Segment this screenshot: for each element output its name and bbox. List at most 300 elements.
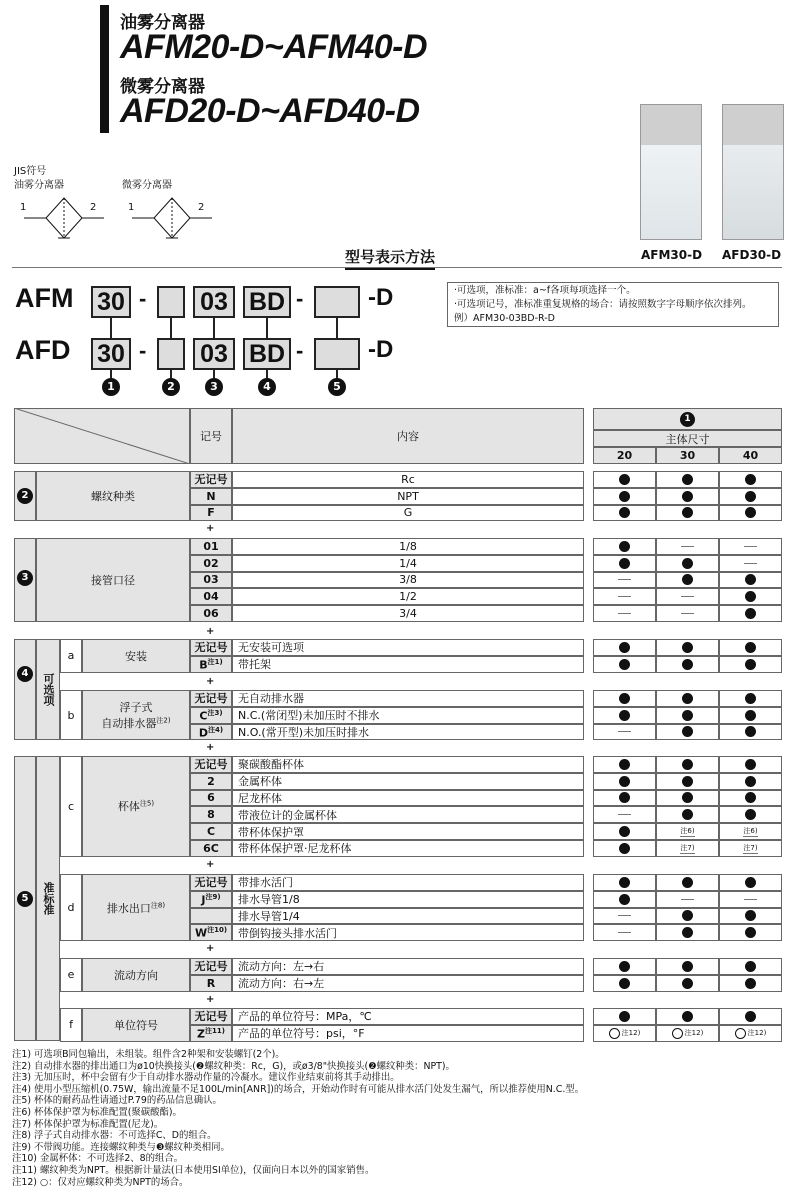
option-content-text: 1/2 <box>399 590 417 604</box>
availability-dot <box>745 910 756 921</box>
option-content-text: 排水导管1/8 <box>238 893 300 907</box>
availability-dot <box>682 910 693 921</box>
prefix-afm: AFM <box>15 283 74 313</box>
size-availability <box>656 891 719 908</box>
jis-label-oil: 油雾分离器 <box>14 180 64 191</box>
not-available-dash <box>744 546 757 547</box>
availability-dot <box>745 809 756 820</box>
marker-4: 4 <box>258 378 276 396</box>
flow-direction-name <box>82 958 190 992</box>
thread-type-name-text: 螺纹种类 <box>91 490 135 504</box>
option-d-letter <box>60 874 82 941</box>
note-ref: 注1) <box>207 657 223 666</box>
product-image-afm <box>640 104 702 240</box>
code-box-size: 30 <box>91 286 131 318</box>
size-availability <box>593 572 656 589</box>
note-ref: 注7) <box>680 843 695 852</box>
code-box-size: 30 <box>91 338 131 370</box>
size-availability <box>719 488 782 505</box>
size-availability <box>593 874 656 891</box>
size-availability <box>593 756 656 773</box>
option-content <box>232 488 584 505</box>
group-4-num-cell <box>14 639 36 740</box>
size-availability <box>719 1025 782 1042</box>
option-content-text: 1/8 <box>399 539 417 553</box>
not-available-dash <box>681 899 694 900</box>
availability-dot <box>682 927 693 938</box>
not-available-dash <box>618 932 631 933</box>
size-availability <box>719 908 782 925</box>
option-code: 无记号 <box>194 641 228 655</box>
option-content-text: Rc <box>401 472 415 486</box>
option-e-letter-text: e <box>67 968 75 982</box>
code-box-option: BD <box>243 338 291 370</box>
option-content <box>232 1008 584 1025</box>
option-code-cell <box>190 773 232 790</box>
option-content-text: 金属杯体 <box>238 775 282 789</box>
availability-dot <box>745 1011 756 1022</box>
availability-dot <box>682 659 693 670</box>
connector <box>213 370 215 378</box>
header-size-40-text: 40 <box>742 449 759 462</box>
plus-sign: + <box>206 994 215 1005</box>
auto-drain-name <box>82 690 190 740</box>
diagonal-line <box>14 408 190 464</box>
availability-dot <box>619 894 630 905</box>
header-content-text: 内容 <box>397 430 419 443</box>
size-availability <box>593 958 656 975</box>
option-content-text: NPT <box>397 489 419 503</box>
option-code-cell <box>190 840 232 857</box>
size-availability <box>656 790 719 807</box>
option-code-cell <box>190 690 232 707</box>
header-content <box>232 408 584 464</box>
option-b-letter <box>60 690 82 740</box>
size-availability <box>656 975 719 992</box>
size-availability <box>593 505 656 522</box>
size-availability <box>719 924 782 941</box>
name-line <box>120 699 153 715</box>
availability-dot <box>619 877 630 888</box>
size-availability <box>656 639 719 656</box>
option-code: 06 <box>203 607 219 621</box>
availability-dot <box>682 792 693 803</box>
option-code: B <box>199 658 208 672</box>
option-a-letter-text: a <box>67 649 75 663</box>
availability-dot <box>745 491 756 502</box>
option-code-cell <box>190 707 232 724</box>
note-line: ·可选项，准标准：a~f各项每项选择一个。 <box>454 285 636 296</box>
availability-dot <box>619 491 630 502</box>
option-code-cell <box>190 756 232 773</box>
size-availability <box>719 724 782 741</box>
availability-dot <box>682 642 693 653</box>
size-availability <box>656 924 719 941</box>
size-availability <box>656 656 719 673</box>
size-availability <box>719 975 782 992</box>
option-code: C <box>206 825 216 839</box>
option-content <box>232 975 584 992</box>
mount-name <box>82 639 190 673</box>
availability-dot <box>619 1011 630 1022</box>
size-availability <box>656 538 719 555</box>
availability-dot <box>619 541 630 552</box>
note-ref: 注8) <box>150 900 166 909</box>
option-code: Z <box>197 1027 206 1041</box>
suffix-afd: -D <box>368 336 394 363</box>
size-availability <box>656 690 719 707</box>
option-content-text: G <box>403 506 413 520</box>
option-code: 无记号 <box>194 1010 228 1024</box>
option-code-cell <box>190 588 232 605</box>
size-availability <box>719 840 782 857</box>
option-content <box>232 588 584 605</box>
availability-dot <box>619 826 630 837</box>
option-content <box>232 958 584 975</box>
group-number-marker: 5 <box>17 891 33 907</box>
header-size-40 <box>719 447 782 464</box>
size-availability <box>719 471 782 488</box>
availability-dot <box>682 574 693 585</box>
availability-dot <box>619 642 630 653</box>
option-code: 01 <box>203 539 219 553</box>
jis-title: JIS符号 <box>14 166 47 177</box>
availability-dot <box>619 792 630 803</box>
size-availability <box>593 707 656 724</box>
header-code <box>190 408 232 464</box>
marker-2: 2 <box>162 378 180 396</box>
size-availability <box>593 639 656 656</box>
availability-dot <box>619 659 630 670</box>
option-f-letter <box>60 1008 82 1042</box>
size-availability <box>593 555 656 572</box>
availability-dot <box>745 776 756 787</box>
dash: - <box>296 286 304 311</box>
not-available-dash <box>618 915 631 916</box>
option-code-cell <box>190 823 232 840</box>
dash: - <box>296 338 304 363</box>
size-availability <box>593 724 656 741</box>
availability-dot <box>745 474 756 485</box>
availability-dot <box>745 877 756 888</box>
option-e-letter <box>60 958 82 992</box>
option-code-cell <box>190 790 232 807</box>
option-code: 无记号 <box>194 473 228 487</box>
section-title: 型号表示方法 <box>345 246 435 270</box>
option-f-letter-text: f <box>69 1018 73 1032</box>
option-code-cell <box>190 891 232 908</box>
availability-dot <box>619 776 630 787</box>
option-content <box>232 707 584 724</box>
availability-dot <box>682 710 693 721</box>
size-availability <box>656 1025 719 1042</box>
size-availability <box>593 488 656 505</box>
option-code: 02 <box>203 556 219 570</box>
size-availability <box>656 756 719 773</box>
option-code-cell <box>190 1025 232 1042</box>
group-number-marker: 3 <box>17 570 33 586</box>
size-availability <box>656 588 719 605</box>
note-ref: 注12) <box>747 1029 767 1038</box>
option-content-text: 聚碳酸酯杯体 <box>238 758 304 772</box>
semi-standard-label <box>36 756 60 1041</box>
availability-dot <box>745 978 756 989</box>
option-code: C <box>199 709 208 723</box>
footnote: 注7) 杯体保护罩为标准配置(尼龙)。 <box>12 1118 164 1130</box>
option-content <box>232 471 584 488</box>
jis-symbol-oil-icon <box>14 192 114 244</box>
option-content <box>232 773 584 790</box>
option-content-text: 流动方向：右→左 <box>238 977 325 991</box>
option-a-letter <box>60 639 82 673</box>
availability-dot <box>745 693 756 704</box>
size-availability <box>593 605 656 622</box>
not-available-dash <box>681 596 694 597</box>
size-availability <box>656 1008 719 1025</box>
group-number-marker: 4 <box>17 666 33 682</box>
size-availability <box>656 823 719 840</box>
code-box-option: BD <box>243 286 291 318</box>
plus-sign: + <box>206 626 215 637</box>
port-size-name-text: 接管口径 <box>91 574 135 587</box>
size-availability <box>656 505 719 522</box>
connector <box>336 318 338 338</box>
group-number-marker: 2 <box>17 488 33 504</box>
note-ref: 注10) <box>207 926 228 935</box>
note-ref: 注12) <box>684 1029 704 1038</box>
option-content-text: 带液位计的金属杯体 <box>238 808 337 822</box>
size-availability <box>719 773 782 790</box>
header-size-30-text: 30 <box>679 449 696 462</box>
option-content <box>232 806 584 823</box>
code-box-semi-std <box>314 286 360 318</box>
size-availability <box>719 572 782 589</box>
options-label <box>36 639 60 740</box>
size-availability <box>656 958 719 975</box>
size-availability <box>656 605 719 622</box>
option-code: 无记号 <box>194 960 228 974</box>
availability-dot <box>619 710 630 721</box>
option-code-cell <box>190 958 232 975</box>
size-availability <box>719 790 782 807</box>
option-code-cell <box>190 874 232 891</box>
size-availability <box>656 840 719 857</box>
option-code-cell <box>190 1008 232 1025</box>
availability-dot <box>682 776 693 787</box>
option-code-cell <box>190 724 232 741</box>
availability-dot <box>682 961 693 972</box>
option-content <box>232 756 584 773</box>
code-box-thread <box>157 286 185 318</box>
flow-direction-name-text: 流动方向 <box>114 968 158 982</box>
connector <box>170 318 172 338</box>
size-availability <box>719 656 782 673</box>
option-content-text: 产品的单位符号：MPa，℃ <box>238 1010 372 1024</box>
option-content <box>232 538 584 555</box>
availability-dot <box>745 608 756 619</box>
option-code: 04 <box>203 590 219 604</box>
footnote: 注9) 不带阀功能。连接螺纹种类与❸螺纹种类相同。 <box>12 1141 230 1153</box>
size-availability <box>593 975 656 992</box>
header-size-30 <box>656 447 719 464</box>
availability-dot <box>619 961 630 972</box>
header-code-text: 记号 <box>200 430 222 443</box>
plus-sign: + <box>206 676 215 687</box>
options-label-text: 可选项 <box>42 673 55 706</box>
option-content <box>232 908 584 925</box>
availability-dot <box>619 759 630 770</box>
footnote: 注3) 无加压时，杯中会留有少于自动排水器动作量的冷凝水。建议作业结束前将其手动排出。 <box>12 1072 400 1084</box>
availability-dot <box>619 978 630 989</box>
footnote: 注2) 自动排水器的排出通口为ø10快换接头(❷螺纹种类：Rc，G)，或ø3/8"快换接头(❷螺纹种类：NPT)。 <box>12 1060 455 1072</box>
option-content <box>232 505 584 522</box>
not-available-dash <box>618 613 631 614</box>
jis-port-in: 1 <box>128 202 135 213</box>
size-availability <box>593 806 656 823</box>
option-content <box>232 690 584 707</box>
option-content-text: 无自动排水器 <box>238 692 304 706</box>
jis-port-out: 2 <box>198 202 205 213</box>
availability-dot <box>745 759 756 770</box>
option-b-letter-text: b <box>67 708 75 722</box>
option-code: 03 <box>203 573 219 587</box>
option-code: 杯体 <box>117 800 140 814</box>
availability-dot <box>745 961 756 972</box>
option-code-cell <box>190 806 232 823</box>
option-content-text: 排水导管1/4 <box>238 910 300 923</box>
size-availability <box>656 707 719 724</box>
note-ref: 注3) <box>207 708 223 717</box>
size-availability <box>719 707 782 724</box>
footnote: 注12) ○：仅对应螺纹种类为NPT的场合。 <box>12 1176 189 1187</box>
availability-dot <box>619 693 630 704</box>
plus-sign: + <box>206 742 215 753</box>
option-code-cell <box>190 924 232 941</box>
plus-sign: + <box>206 859 215 870</box>
size-availability <box>719 874 782 891</box>
not-available-dash <box>618 596 631 597</box>
availability-dot <box>745 507 756 518</box>
note-line: ·可选项记号，准标准重复规格的场合：请按照数字字母顺序依次排列。 <box>454 299 752 310</box>
size-availability <box>719 806 782 823</box>
option-code: N <box>206 489 216 503</box>
semi-standard-label-text: 准标准 <box>42 882 55 915</box>
option-code: 6C <box>203 841 219 855</box>
not-available-dash <box>681 546 694 547</box>
size-availability <box>656 874 719 891</box>
option-content <box>232 605 584 622</box>
availability-dot <box>619 507 630 518</box>
option-content <box>232 572 584 589</box>
option-content-text: 尼龙杯体 <box>238 792 282 805</box>
availability-dot <box>682 474 693 485</box>
note-ref: 注4) <box>208 725 224 734</box>
option-content <box>232 656 584 673</box>
size-availability <box>593 1025 656 1042</box>
section-rule <box>12 267 782 268</box>
size-availability <box>719 958 782 975</box>
product-image-afd <box>722 104 784 240</box>
not-available-dash <box>618 814 631 815</box>
option-content-text: 带排水活门 <box>238 876 293 890</box>
selection-note-box <box>447 282 779 327</box>
header-size-no <box>593 408 782 430</box>
option-code: 浮子式 <box>119 701 153 715</box>
size-availability <box>593 538 656 555</box>
footnote: 注11) 螺纹种类为NPT。根据新计量法(日本使用SI单位)，仅面向日本以外的国家销售。 <box>12 1165 375 1176</box>
code-box-thread <box>157 338 185 370</box>
size-availability <box>719 555 782 572</box>
option-code-cell <box>190 471 232 488</box>
availability-circle <box>735 1028 746 1039</box>
size-availability <box>656 572 719 589</box>
dash: - <box>139 286 147 311</box>
availability-dot <box>682 693 693 704</box>
option-code: D <box>198 726 209 740</box>
availability-dot <box>619 474 630 485</box>
not-available-dash <box>744 563 757 564</box>
subtitle-oil-mist: 油雾分离器 <box>120 13 205 33</box>
option-code: 无记号 <box>194 876 228 890</box>
not-available-dash <box>681 613 694 614</box>
availability-dot <box>745 927 756 938</box>
size-availability <box>719 690 782 707</box>
size-availability <box>593 588 656 605</box>
code-box-semi-std <box>314 338 360 370</box>
size-availability <box>593 773 656 790</box>
option-code: 6 <box>207 791 215 805</box>
model-range-afm: AFM20-D~AFM40-D <box>120 28 428 66</box>
option-content-text: 无安装可选项 <box>238 641 304 655</box>
availability-circle <box>609 1028 620 1039</box>
availability-dot <box>682 1011 693 1022</box>
availability-dot <box>682 726 693 737</box>
plus-sign: + <box>206 523 215 534</box>
option-code-cell <box>190 656 232 673</box>
size-availability <box>656 908 719 925</box>
size-availability <box>719 538 782 555</box>
size-availability <box>656 555 719 572</box>
size-availability <box>656 471 719 488</box>
availability-dot <box>745 659 756 670</box>
thread-type-name <box>36 471 190 521</box>
option-content-text: 带杯体保护罩 <box>238 825 304 839</box>
plus-sign: + <box>206 943 215 954</box>
port-size-name <box>36 538 190 622</box>
footnote: 注6) 杯体保护罩为标准配置(聚碳酸酯)。 <box>12 1107 182 1118</box>
note-ref: 注5) <box>139 799 155 808</box>
unit-name-text: 单位符号 <box>114 1018 158 1032</box>
size-availability <box>593 690 656 707</box>
availability-dot <box>682 507 693 518</box>
option-code: 排水出口 <box>106 901 151 915</box>
availability-dot <box>745 574 756 585</box>
product-caption-afm: AFM30-D <box>641 248 703 262</box>
availability-dot <box>745 642 756 653</box>
mount-name-text: 安装 <box>125 649 147 663</box>
size-availability <box>593 891 656 908</box>
option-content <box>232 555 584 572</box>
size-availability <box>719 605 782 622</box>
option-c-letter <box>60 756 82 857</box>
dash: - <box>139 338 147 363</box>
option-content <box>232 891 584 908</box>
option-content-text: 带倒钩接头排水活门 <box>238 926 337 940</box>
header-size-20 <box>593 447 656 464</box>
option-content-text: 带托架 <box>238 658 271 672</box>
size-availability <box>656 724 719 741</box>
size-availability <box>593 471 656 488</box>
